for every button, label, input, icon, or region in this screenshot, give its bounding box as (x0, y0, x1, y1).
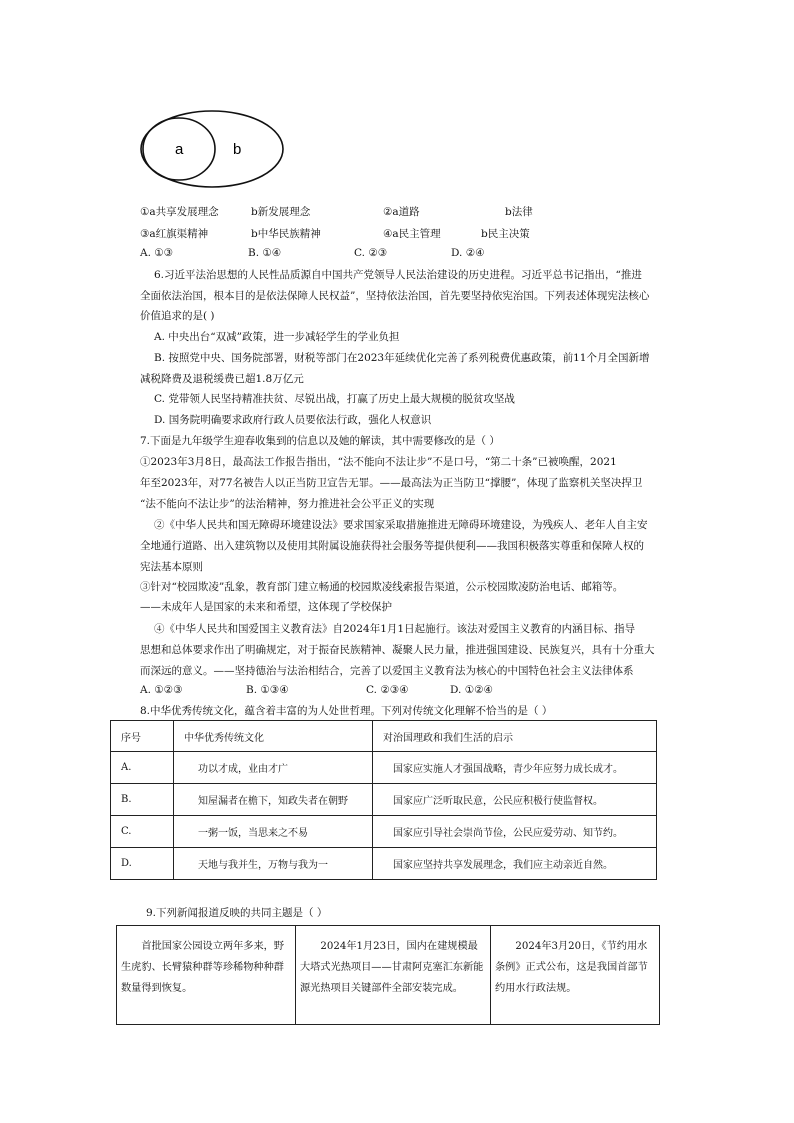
q7-item1-line3: “法不能向不法让步”的法治精神，努力推进社会公平正义的实现 (140, 498, 435, 510)
q6-stem-line3: 价值追求的是( ) (140, 310, 215, 322)
header-culture: 中华优秀传统文化 (174, 721, 373, 752)
row-index: B. (111, 784, 174, 816)
q5-choice-c: C. ②③ (354, 247, 388, 259)
q6-option-b-line2: 减税降费及退税缓费已超1.8万亿元 (140, 373, 304, 385)
q7-item2-line2: 全地通行道路、出入建筑物以及使用其附属设施获得社会服务等提供便利——我国积极落实尊重和保障人权的 (140, 540, 644, 552)
row-culture: 知屋漏者在檐下，知政失者在朝野 (174, 784, 373, 816)
table-row (111, 816, 657, 848)
venn-diagram (138, 108, 288, 192)
q5-option-1b: b新发展理念 (251, 206, 311, 218)
row-index: C. (111, 816, 174, 848)
q5-choice-b: B. ①④ (248, 247, 282, 259)
q7-choice-d: D. ①②④ (450, 684, 493, 696)
venn-label-b: b (233, 141, 242, 158)
q6-option-c: C. 党带领人民坚持精准扶贫、尽锐出战，打赢了历史上最大规模的脱贫攻坚战 (154, 393, 515, 405)
outer-ellipse-b (141, 111, 283, 187)
table-row (111, 848, 657, 880)
venn-label-a: a (175, 141, 184, 158)
q7-item1-line1: ①2023年3月8日，最高法工作报告指出，“法不能向不法让步”不是口号，“第二十条”已被唤醒，2021 (140, 456, 617, 468)
q9-stem: 9.下列新闻报道反映的共同主题是（ ） (146, 907, 328, 919)
news-cell-1: 首批国家公园设立两年多来，野生虎豹、长臂猿种群等珍稀物种种群数量得到恢复。 (117, 926, 296, 1025)
q7-item4-line1: ④《中华人民共和国爱国主义教育法》自2024年1月1日起施行。该法对爱国主义教育的内涵目标、指导 (154, 623, 636, 635)
q8-stem: 8.中华优秀传统文化，蕴含着丰富的为人处世哲理。下列对传统文化理解不恰当的是（ ） (140, 705, 553, 717)
header-index: 序号 (111, 721, 174, 752)
q5-choice-d: D. ②④ (451, 247, 485, 259)
row-culture: 天地与我并生，万物与我为一 (174, 848, 373, 880)
q5-option-2a: ②a道路 (383, 206, 420, 218)
q7-item3-line2: ——未成年人是国家的未来和希望，这体现了学校保护 (140, 601, 392, 613)
q5-option-1a: ①a共享发展理念 (140, 206, 219, 218)
q5-option-4a: ④a民主管理 (383, 228, 441, 240)
q8-table (110, 720, 657, 880)
row-inspiration: 国家应广泛听取民意，公民应积极行使监督权。 (373, 784, 657, 816)
q7-item3-line1: ③针对“校园欺凌”乱象，教育部门建立畅通的校园欺凌线索报告渠道，公示校园欺凌防治电话、邮箱等。 (140, 581, 624, 593)
q5-option-3a: ③a红旗渠精神 (140, 228, 209, 240)
q7-item4-line2: 思想和总体要求作出了明确规定，对于振奋民族精神、凝聚人民力量，推进强国建设、民族复兴，具有十分重大 (140, 644, 655, 656)
table-row (117, 926, 660, 1025)
news-cell-3: 2024年3月20日，《节约用水条例》正式公布，这是我国首部节约用水行政法规。 (491, 926, 660, 1025)
q6-option-b-line1: B. 按照党中央、国务院部署，财税等部门在2023年延续优化完善了系列税费优惠政策，前11个月全国新增 (154, 352, 650, 364)
q5-option-2b: b法律 (505, 206, 533, 218)
row-culture: 一粥一饭，当思来之不易 (174, 816, 373, 848)
table-row (111, 752, 657, 784)
q6-option-d: D. 国务院明确要求政府行政人员要依法行政，强化人权意识 (154, 414, 432, 426)
q6-stem-line2: 全面依法治国，根本目的是依法保障人民权益”，坚持依法治国，首先要坚持依宪治国。下列表述体现宪法核心 (140, 290, 650, 302)
q7-choice-b: B. ①③④ (246, 684, 289, 696)
row-inspiration: 国家应引导社会崇尚节俭，公民应爱劳动、知节约。 (373, 816, 657, 848)
q5-option-3b: b中华民族精神 (251, 228, 321, 240)
q6-stem-line1: 6.习近平法治思想的人民性品质源自中国共产党领导人民法治建设的历史进程。习近平总书记指出，“推进 (154, 269, 642, 281)
row-index: A. (111, 752, 174, 784)
row-inspiration: 国家应坚持共享发展理念，我们应主动亲近自然。 (373, 848, 657, 880)
news-cell-2: 2024年1月23日，国内在建规模最大塔式光热项目——甘肃阿克塞汇东新能源光热项目关键部件全部安装完成。 (296, 926, 491, 1025)
q5-choice-a: A. ①③ (140, 247, 174, 259)
row-inspiration: 国家应实施人才强国战略，青少年应努力成长成才。 (373, 752, 657, 784)
q7-item1-line2: 年至2023年，对77名被告人以正当防卫宣告无罪。——最高法为正当防卫“撑腰”，体现了监察机关坚决捍卫 (140, 477, 643, 489)
row-index: D. (111, 848, 174, 880)
q7-item2-line3: 宪法基本原则 (140, 561, 203, 573)
row-culture: 功以才成，业由才广 (174, 752, 373, 784)
q5-option-4b: b民主决策 (481, 228, 530, 240)
q6-option-a: A. 中央出台“双减”政策，进一步减轻学生的学业负担 (154, 331, 400, 343)
q7-item4-line3: 而深远的意义。——坚持德治与法治相结合，完善了以爱国主义教育法为核心的中国特色社会主义法律体系 (140, 665, 634, 677)
q7-item2-line1: ②《中华人民共和国无障碍环境建设法》要求国家采取措施推进无障碍环境建设，为残疾人、老年人自主安 (154, 519, 648, 531)
q7-stem: 7.下面是九年级学生迎春收集到的信息以及她的解读，其中需要修改的是（ ） (140, 435, 500, 447)
table-header-row (111, 721, 657, 752)
q7-choice-c: C. ②③④ (366, 684, 409, 696)
header-inspiration: 对治国理政和我们生活的启示 (373, 721, 657, 752)
table-row (111, 784, 657, 816)
q7-choice-a: A. ①②③ (140, 684, 183, 696)
q9-news-table (116, 925, 660, 1025)
